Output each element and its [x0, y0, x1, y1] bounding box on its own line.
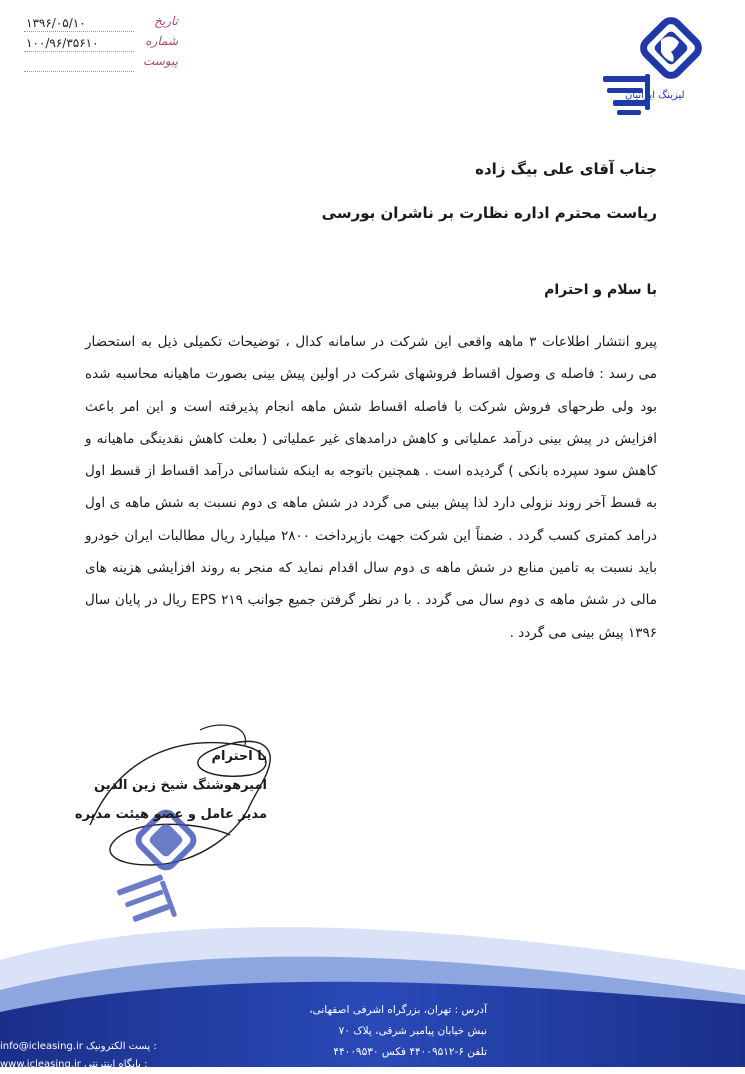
- number-row: [14, 34, 184, 54]
- closing-block: [27, 742, 267, 829]
- footer-address-line2: نبش خیابان پیامبر شرقی، پلاک ۷۰: [338, 1025, 487, 1037]
- website-label: پایگاه اینترنتی :: [84, 1059, 148, 1070]
- email-label: پست الکترونیک :: [86, 1041, 157, 1052]
- company-logo: [595, 14, 725, 124]
- letter-meta: [14, 14, 184, 74]
- footer-contact: [0, 1038, 157, 1074]
- letter-body: پیرو انتشار اطلاعات ۳ ماهه واقعی این شرکت در سامانه کدال ، توضیحات تکمیلی ذیل به استحضار می رسد : فاصله ی وصول اقساط فروشهای شرکت در اولین پیش بینی بصورت ماهیانه محاسبه شده بود ولی طرحهای فروش شرکت با فاصله اقساط شش ماهه انجام پذیرفته است و این امر باعث افزایش در پیش بینی درآمد عملیاتی و کاهش درامدهای غیر عملیاتی ( بعلت کاهش نقدینگی ماهیانه و کاهش سود سپرده بانکی ) گردیده است . همچنین باتوجه به اینکه شناسائی درآمد اقساط از قسط اول به قسط آخر روند نزولی دارد لذا پیش بینی می گردد در شش ماهه ی دوم نسبت به شش ماهه ی اول درامد کمتری کسب گردد . ضمناً این شرکت جهت بازپرداخت ۲۸۰۰ میلیارد ریال مطالبات ایران خودرو باید نسبت به تامین منابع در شش ماهه ی دوم سال اقدام نماید که منجر به روند افزایشی هزینه های مالی در شش ماهه ی دوم سال می گردد . با در نظر گرفتن جمیع جوانب EPS ۲۱۹ ریال در پایان سال ۱۳۹۶ پیش بینی می گردد .: [85, 334, 657, 641]
- date-underline: [24, 31, 134, 32]
- greeting: با سلام و احترام: [544, 282, 657, 298]
- logo-text: لیزینگ ایرانیان: [625, 90, 685, 101]
- email-value: info@icleasing.ir: [0, 1041, 83, 1052]
- signatory-name: امیرهوشنگ شیخ زین الدین: [94, 778, 267, 793]
- footer-address: [167, 1000, 487, 1063]
- date-label: تاریخ: [154, 14, 178, 28]
- signatory-title: مدیر عامل و عضو هیئت مدیره: [74, 807, 267, 822]
- number-label: شماره: [145, 34, 178, 48]
- website-value: www.icleasing.ir: [0, 1059, 81, 1070]
- number-underline: [24, 51, 134, 52]
- number-value: ۱۰۰/۹۶/۳۵۶۱۰: [26, 36, 99, 50]
- recipient-title: ریاست محترم اداره نظارت بر ناشران بورسی: [321, 204, 657, 222]
- recipient-name: جناب آقای علی بیگ زاده: [475, 160, 657, 178]
- attachment-label: پیوست: [143, 54, 178, 68]
- closing-regards: با احترام: [211, 749, 267, 764]
- attachment-underline: [24, 71, 134, 72]
- date-value: ۱۳۹۶/۰۵/۱۰: [26, 16, 86, 30]
- footer-address-line1: آدرس : تهران، بزرگراه اشرفی اصفهانی،: [309, 1004, 487, 1016]
- attachment-row: [14, 54, 184, 74]
- footer-phone: تلفن ۶-۴۴۰۰۹۵۱۲ فکس ۴۴۰۰۹۵۳۰: [333, 1046, 487, 1058]
- date-row: [14, 14, 184, 34]
